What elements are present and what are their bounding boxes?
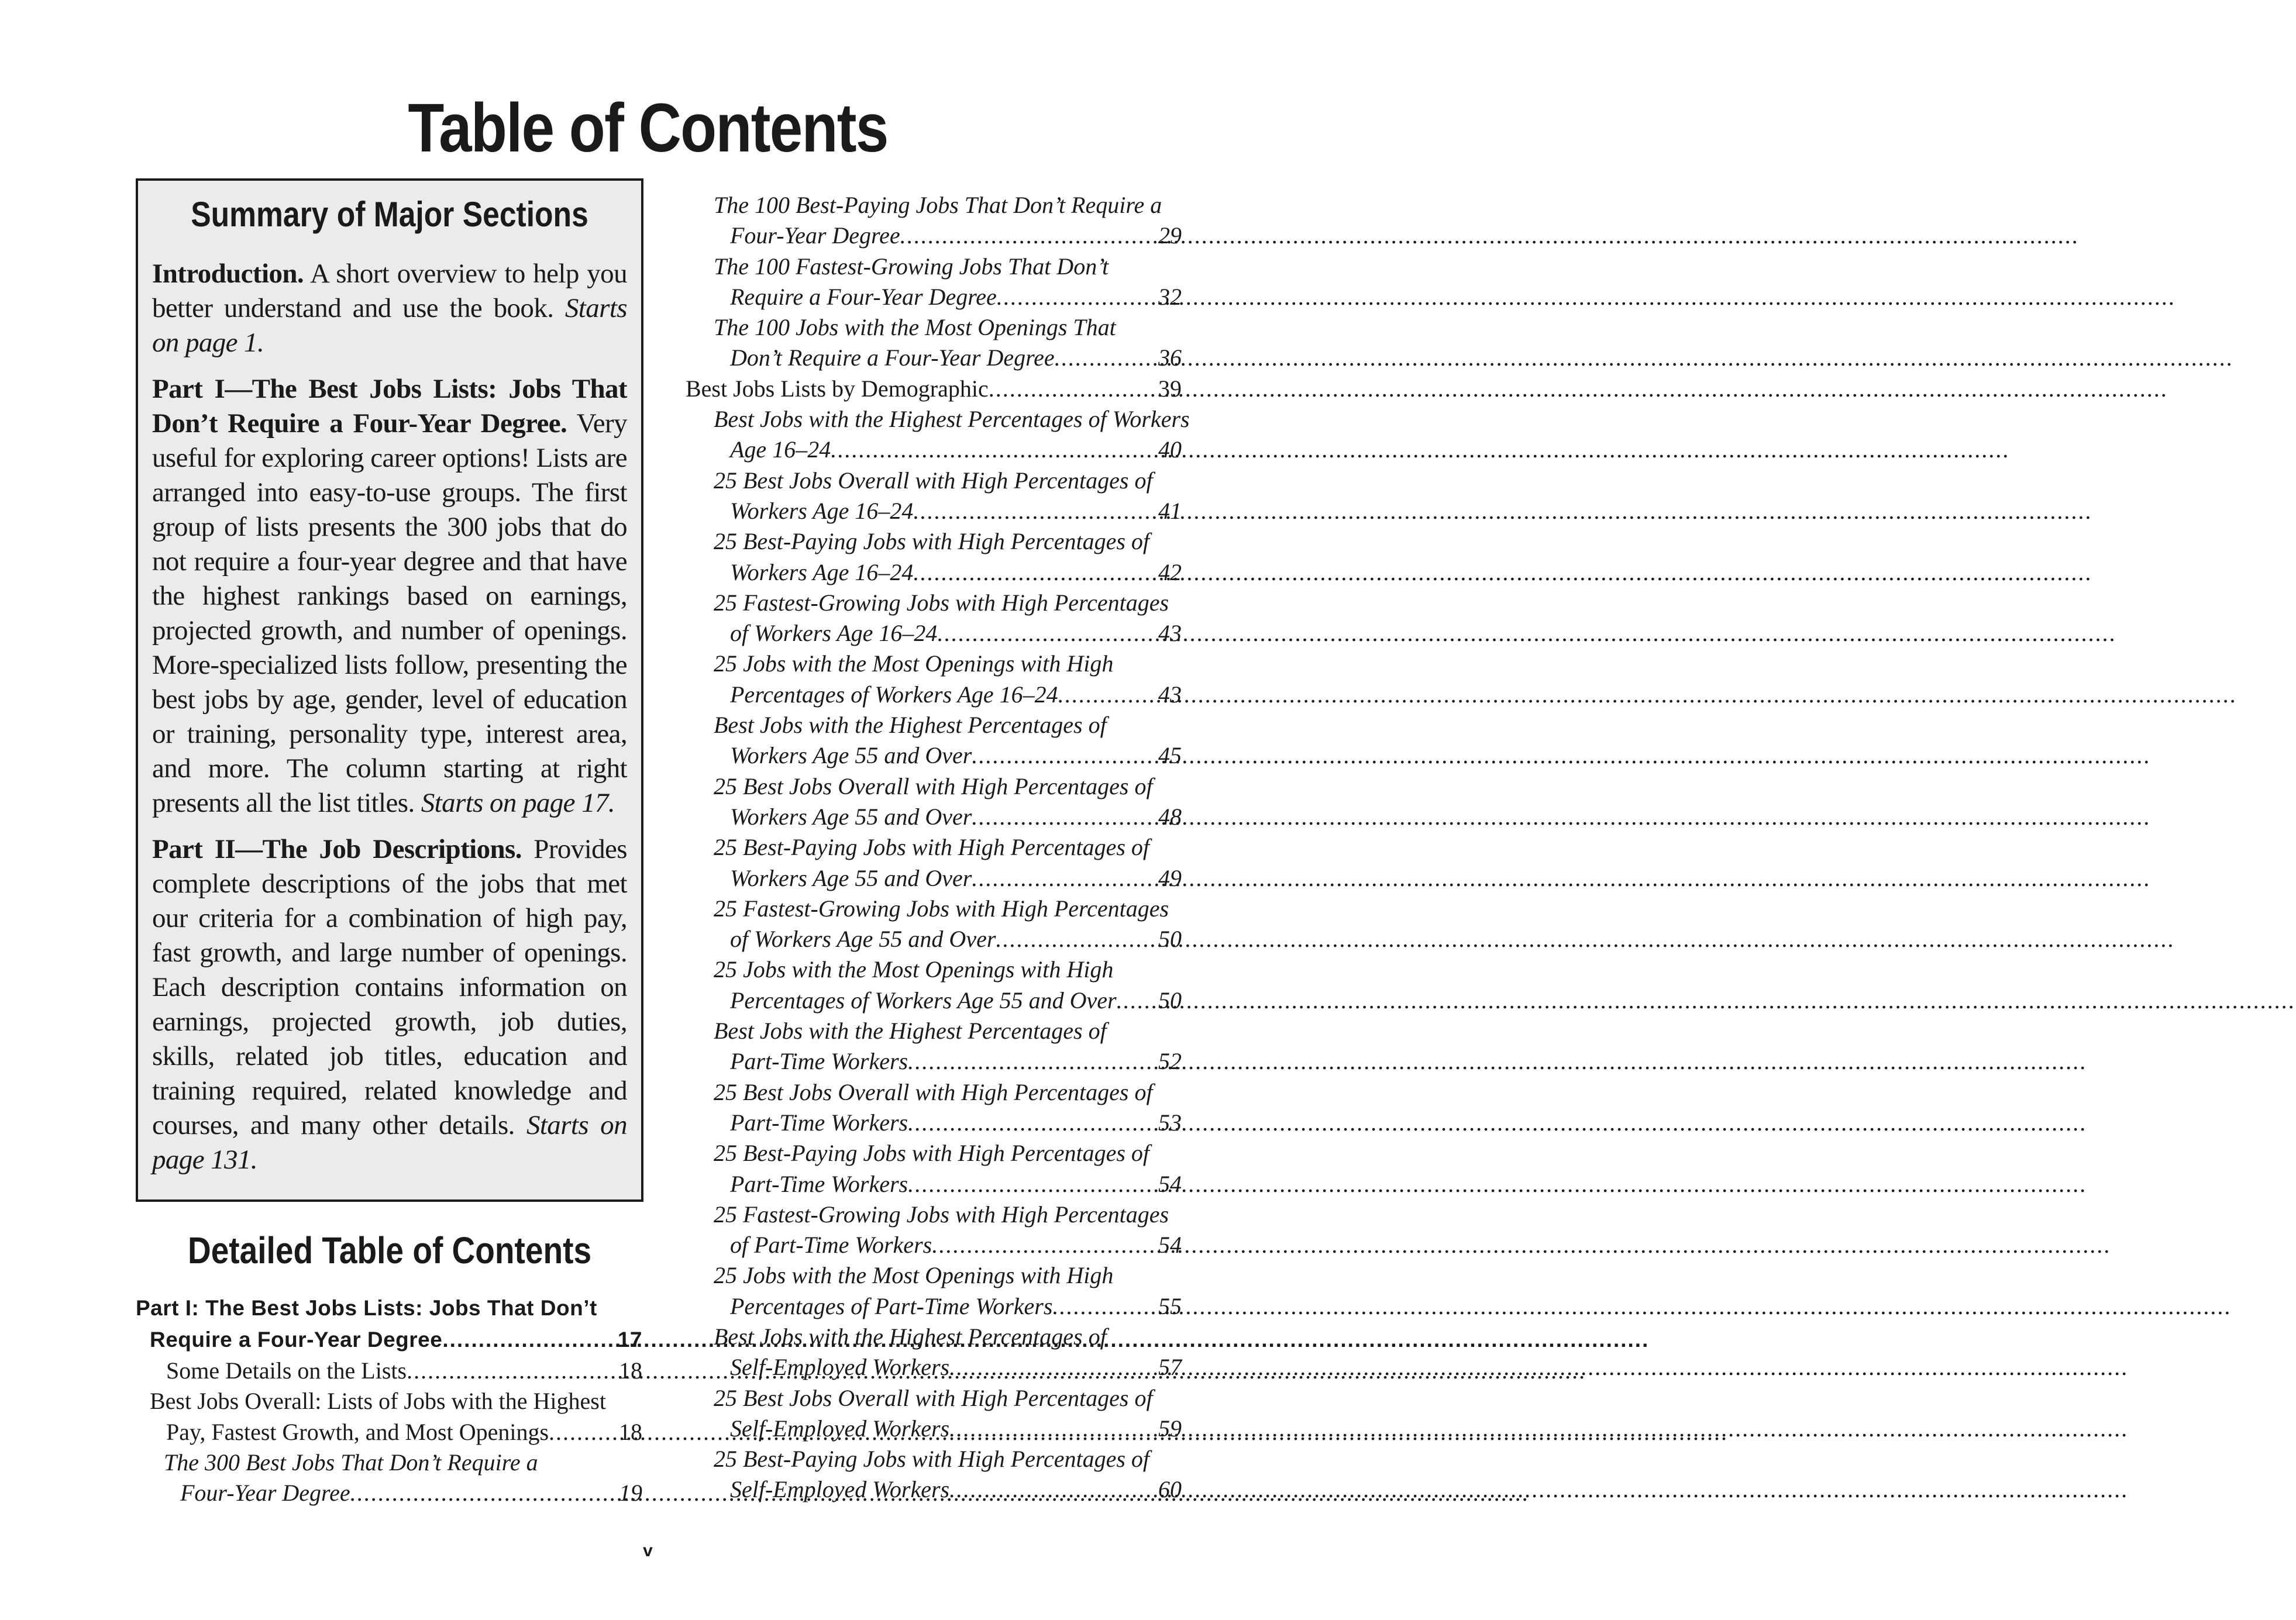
toc-entry-title: 25 Best Jobs Overall with High Percentages of xyxy=(714,773,1153,799)
toc-entry-title-cont: Four-Year Degree xyxy=(180,1480,350,1507)
toc-entry[interactable] xyxy=(686,1016,1182,1077)
dot-leader xyxy=(989,374,1155,404)
toc-entry-title: The 100 Best-Paying Jobs That Don’t Require a xyxy=(714,192,1162,218)
toc-entry-page: 60 xyxy=(1158,1476,1182,1503)
dot-leader xyxy=(972,740,1155,771)
toc-part-heading[interactable] xyxy=(136,1292,642,1356)
toc-entry-title: 25 Best Jobs Overall with High Percentages of xyxy=(714,467,1153,494)
toc-entry[interactable] xyxy=(686,649,1182,710)
dot-leader xyxy=(1052,1291,1155,1322)
toc-entry-page: 49 xyxy=(1158,864,1182,891)
toc-entry-title-cont: Four-Year Degree xyxy=(730,222,900,249)
toc-entry[interactable] xyxy=(686,1444,1182,1505)
toc-entry[interactable] xyxy=(686,1138,1182,1200)
toc-entry[interactable] xyxy=(686,1383,1182,1445)
toc-entry-title: Best Jobs Lists by Demographic xyxy=(686,375,989,402)
summary-intro-label: Introduction. xyxy=(152,258,304,289)
toc-entry-title-cont: Don’t Require a Four-Year Degree xyxy=(730,344,1055,371)
summary-intro xyxy=(152,257,627,360)
dot-leader xyxy=(913,557,1155,588)
toc-entry-page: 43 xyxy=(1158,620,1182,647)
toc-entry-title: Best Jobs with the Highest Percentages of xyxy=(714,1323,1107,1350)
dot-leader xyxy=(949,1474,1155,1505)
toc-entry[interactable] xyxy=(136,1356,642,1386)
toc-entry-title: The 100 Fastest-Growing Jobs That Don’t xyxy=(714,253,1109,280)
dot-leader xyxy=(972,863,1155,894)
toc-entry-title: The 300 Best Jobs That Don’t Require a xyxy=(164,1449,538,1476)
toc-entry-title: 25 Jobs with the Most Openings with High xyxy=(714,1262,1114,1289)
dot-leader xyxy=(908,1169,1155,1200)
toc-entry[interactable] xyxy=(136,1386,642,1447)
dot-leader xyxy=(549,1417,615,1447)
toc-part-heading-line2: Require a Four-Year Degree xyxy=(150,1328,443,1352)
toc-entry-title-cont: Age 16–24 xyxy=(730,436,831,463)
toc-entry-title: Best Jobs Overall: Lists of Jobs with the Highest xyxy=(150,1388,606,1415)
toc-entry-page: 59 xyxy=(1158,1415,1182,1442)
summary-part2-start: Starts on page 131. xyxy=(152,1110,627,1175)
summary-box xyxy=(136,178,643,1202)
toc-entry-title-cont: Part-Time Workers xyxy=(730,1170,908,1197)
dot-leader xyxy=(908,1108,1155,1138)
toc-entry-title-cont: of Workers Age 55 and Over xyxy=(730,926,996,953)
toc-entry-title: 25 Best-Paying Jobs with High Percentages of xyxy=(714,1140,1150,1167)
toc-entry[interactable] xyxy=(136,1447,642,1509)
toc-entry-page: 50 xyxy=(1158,926,1182,953)
toc-entry[interactable] xyxy=(686,1077,1182,1139)
summary-heading: Summary of Major Sections xyxy=(191,195,588,234)
toc-entry-title: The 100 Jobs with the Most Openings That xyxy=(714,314,1116,341)
toc-entry-title: 25 Fastest-Growing Jobs with High Percentages xyxy=(714,895,1169,922)
dot-leader xyxy=(997,282,1155,312)
toc-entry-title: Some Details on the Lists xyxy=(166,1357,407,1384)
toc-entry[interactable] xyxy=(686,954,1182,1016)
toc-entry-title-cont: Pay, Fastest Growth, and Most Openings xyxy=(166,1418,549,1445)
dot-leader xyxy=(900,220,1155,251)
toc-entry-title-cont: Self-Employed Workers xyxy=(730,1476,950,1503)
toc-entry[interactable] xyxy=(686,1322,1182,1383)
toc-entry-title: Best Jobs with the Highest Percentages of xyxy=(714,712,1107,739)
toc-entry-page: 42 xyxy=(1158,559,1182,585)
toc-entry-page: 36 xyxy=(1158,344,1182,371)
dot-leader xyxy=(407,1356,615,1386)
dot-leader xyxy=(996,924,1155,954)
toc-entry-title: 25 Fastest-Growing Jobs with High Percentages xyxy=(714,589,1169,616)
toc-entry-title-cont: Workers Age 16–24 xyxy=(730,559,914,585)
toc-entry-title-cont: Part-Time Workers xyxy=(730,1048,908,1075)
summary-part2-text: Provides complete descriptions of the jobs that met our criteria for a combination of high pay, fast growth, and large number of openings. Each description contains information on earnings, projected growth, job duties, skills, related job titles, education and training required, related knowledge and courses, and many other details. xyxy=(152,834,627,1140)
toc-entry-title-cont: Workers Age 55 and Over xyxy=(730,864,972,891)
toc-entry-title-cont: Self-Employed Workers xyxy=(730,1415,950,1442)
toc-part-heading-line1: Part I: The Best Jobs Lists: Jobs That Don’t xyxy=(136,1296,597,1320)
summary-intro-start: Starts on page 1. xyxy=(152,293,627,358)
summary-part1-label: Part I—The Best Jobs Lists: Jobs That Don’t Require a Four-Year Degree. xyxy=(152,374,627,439)
toc-entry-title: 25 Best-Paying Jobs with High Percentages of xyxy=(714,1446,1150,1473)
toc-entry-title: 25 Best-Paying Jobs with High Percentages of xyxy=(714,834,1150,861)
toc-entry-title: 25 Fastest-Growing Jobs with High Percentages xyxy=(714,1201,1169,1228)
toc-entry-title-cont: of Workers Age 16–24 xyxy=(730,620,938,647)
toc-entry-title: 25 Best Jobs Overall with High Percentages of xyxy=(714,1384,1153,1411)
dot-leader xyxy=(932,1230,1155,1260)
detailed-toc-heading: Detailed Table of Contents xyxy=(187,1229,592,1271)
toc-entry[interactable] xyxy=(686,312,1182,374)
toc-entry-page: 43 xyxy=(1158,681,1182,708)
dot-leader xyxy=(831,435,1155,465)
dot-leader xyxy=(913,496,1155,526)
toc-entry-title-cont: Percentages of Part-Time Workers xyxy=(730,1292,1053,1319)
page-number: v xyxy=(643,1541,653,1560)
toc-entry-page: 54 xyxy=(1158,1170,1182,1197)
toc-entry-title-cont: Percentages of Workers Age 55 and Over xyxy=(730,987,1117,1014)
summary-part1-start: Starts on page 17. xyxy=(421,788,615,818)
toc-entry-page: 39 xyxy=(1158,375,1182,402)
toc-entry-title-cont: Part-Time Workers xyxy=(730,1109,908,1136)
toc-entry-title: 25 Best-Paying Jobs with High Percentages of xyxy=(714,528,1150,555)
dot-leader xyxy=(949,1352,1155,1383)
toc-entry[interactable] xyxy=(686,466,1182,527)
dot-leader xyxy=(1058,680,1155,710)
toc-entry[interactable] xyxy=(686,771,1182,833)
toc-entry-page: 54 xyxy=(1158,1232,1182,1259)
dot-leader xyxy=(442,1324,614,1356)
summary-part1 xyxy=(152,372,627,821)
toc-entry-page: 32 xyxy=(1158,283,1182,310)
toc-entry-title-cont: Workers Age 16–24 xyxy=(730,497,914,524)
dot-leader xyxy=(937,618,1155,649)
toc-entry-title: 25 Jobs with the Most Openings with High xyxy=(714,956,1114,983)
toc-left-column xyxy=(136,1292,642,1508)
toc-entry[interactable] xyxy=(686,1200,1182,1261)
toc-entry-page: 18 xyxy=(619,1418,642,1445)
summary-part2-label: Part II—The Job Descriptions. xyxy=(152,834,522,864)
toc-part-heading-page: 17 xyxy=(617,1328,642,1352)
toc-entry-page: 55 xyxy=(1158,1292,1182,1319)
dot-leader xyxy=(1117,985,1155,1016)
toc-entry-page: 57 xyxy=(1158,1354,1182,1381)
toc-entry-page: 48 xyxy=(1158,803,1182,830)
toc-entry-title-cont: Workers Age 55 and Over xyxy=(730,803,972,830)
toc-entry[interactable] xyxy=(686,710,1182,771)
toc-entry-title: Best Jobs with the Highest Percentages of Workers xyxy=(714,406,1190,433)
dot-leader xyxy=(972,802,1155,832)
toc-entry[interactable] xyxy=(686,374,1182,404)
toc-entry-page: 50 xyxy=(1158,987,1182,1014)
toc-entry-title-cont: Self-Employed Workers xyxy=(730,1354,950,1381)
dot-leader xyxy=(949,1414,1155,1444)
dot-leader xyxy=(350,1478,615,1508)
toc-entry[interactable] xyxy=(686,588,1182,649)
toc-entry-title-cont: Require a Four-Year Degree xyxy=(730,283,997,310)
toc-entry-page: 29 xyxy=(1158,222,1182,249)
toc-entry[interactable] xyxy=(686,1260,1182,1322)
toc-entry-page: 19 xyxy=(619,1480,642,1507)
toc-entry-title-cont: Percentages of Workers Age 16–24 xyxy=(730,681,1058,708)
toc-entry-title: Best Jobs with the Highest Percentages of xyxy=(714,1018,1107,1045)
dot-leader xyxy=(908,1046,1155,1077)
toc-entry-page: 52 xyxy=(1158,1048,1182,1075)
toc-entry-title: 25 Best Jobs Overall with High Percentages of xyxy=(714,1078,1153,1105)
toc-entry-title-cont: Workers Age 55 and Over xyxy=(730,742,972,769)
toc-right-column xyxy=(686,190,1190,1505)
toc-entry-page: 41 xyxy=(1158,497,1182,524)
toc-entry[interactable] xyxy=(686,190,1182,251)
toc-entry-page: 45 xyxy=(1158,742,1182,769)
dot-leader xyxy=(1055,343,1155,373)
toc-entry[interactable] xyxy=(686,526,1182,588)
toc-entry-title: 25 Jobs with the Most Openings with High xyxy=(714,650,1114,677)
toc-entry-page: 53 xyxy=(1158,1109,1182,1136)
page-title: Table of Contents xyxy=(408,89,888,167)
summary-part1-text: Very useful for exploring career options! Lists are arranged into easy-to-use groups. The first group of lists presents the 300 jobs that do not require a four-year degree and that have the highest rankings based on earnings, projected growth, and number of openings. More-specialized lists follow, presenting the best jobs by age, gender, level of education or training, personality type, interest area, and more. The column starting at right presents all the list titles. xyxy=(152,408,627,818)
toc-entry-page: 18 xyxy=(619,1357,642,1384)
toc-entry-title-cont: of Part-Time Workers xyxy=(730,1232,932,1259)
toc-entry[interactable] xyxy=(686,832,1182,894)
toc-entry-page: 40 xyxy=(1158,436,1182,463)
summary-part2 xyxy=(152,832,627,1177)
toc-entry[interactable] xyxy=(686,404,1190,466)
toc-entry[interactable] xyxy=(686,894,1182,955)
toc-entry[interactable] xyxy=(686,251,1182,313)
summary-intro-text: A short overview to help you better understand and use the book. xyxy=(152,258,627,323)
